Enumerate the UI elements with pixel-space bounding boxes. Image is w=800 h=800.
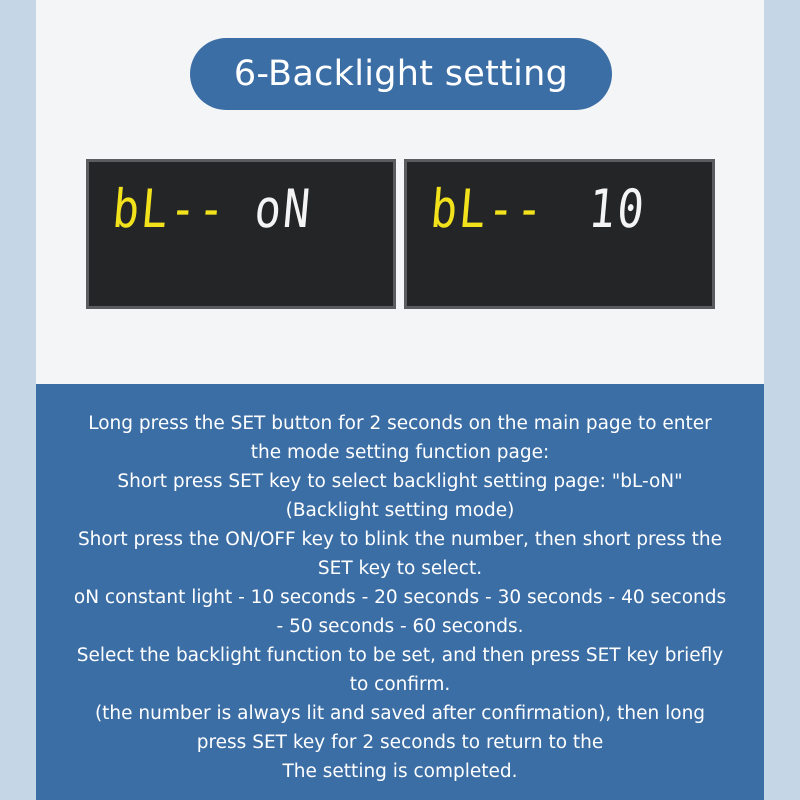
instruction-line: (the number is always lit and saved after confirmation), then long — [94, 703, 706, 724]
instruction-line: oN constant light - 10 seconds - 20 seconds - 30 seconds - 40 seconds — [73, 587, 727, 608]
instruction-line: SET key to select. — [317, 558, 483, 579]
instruction-line: the mode setting function page: — [250, 442, 550, 463]
instruction-line: press SET key for 2 seconds to return to the — [196, 732, 604, 753]
lcd-display-10 — [404, 159, 715, 309]
lcd-value: 10 — [586, 179, 649, 241]
instruction-line: (Backlight setting mode) — [285, 500, 515, 521]
instruction-line: Select the backlight function to be set, and then press SET key briefly — [76, 645, 724, 666]
instruction-line: to confirm. — [349, 674, 451, 695]
instructions-text — [36, 409, 764, 786]
instruction-line: The setting is completed. — [282, 761, 518, 782]
page-title: 6-Backlight setting — [190, 38, 612, 110]
instructions-panel — [36, 384, 764, 800]
instruction-line: - 50 seconds - 60 seconds. — [276, 616, 524, 637]
lcd-code-label: bL-- — [110, 179, 230, 241]
lcd-display-on — [86, 159, 396, 309]
instruction-line: Long press the SET button for 2 seconds on the main page to enter — [88, 413, 712, 434]
instruction-line: Short press the ON/OFF key to blink the number, then short press the — [77, 529, 723, 550]
lcd-value: oN — [252, 179, 315, 241]
lcd-code-label: bL-- — [428, 179, 548, 241]
instruction-line: Short press SET key to select backlight setting page: "bL-oN" — [117, 471, 683, 492]
